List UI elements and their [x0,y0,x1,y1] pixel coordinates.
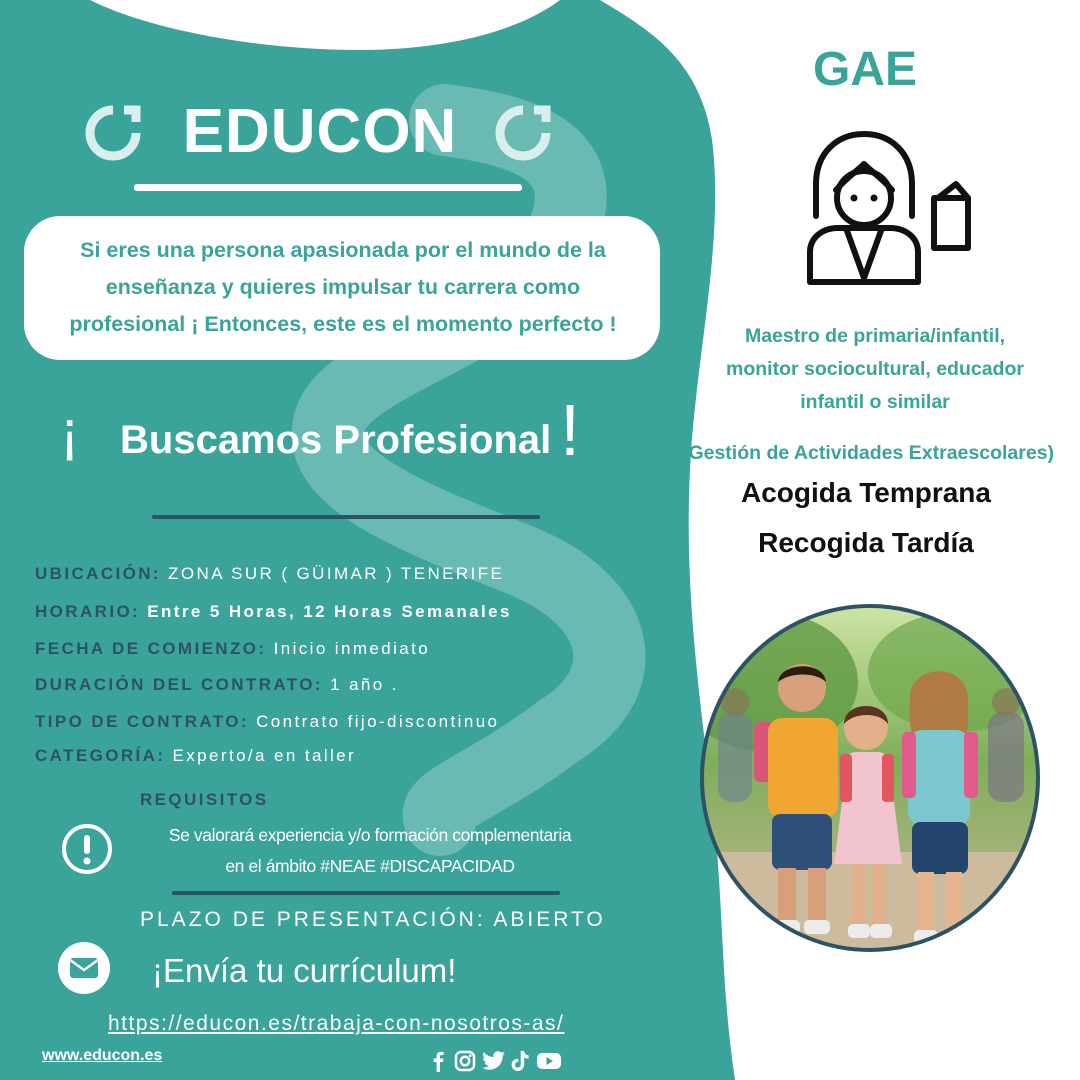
intro-text [40,232,646,343]
requirements-line: en el ámbito #NEAE #DISCAPACIDAD [225,856,515,876]
headline-divider [152,515,540,519]
detail-value: Entre 5 Horas, 12 Horas Semanales [147,602,512,621]
requirements-line: Se valorará experiencia y/o formación complementaria [168,825,572,845]
detail-categoria [35,746,356,766]
roles-line: monitor sociocultural, educador [726,358,1024,380]
facebook-icon[interactable] [428,1050,448,1072]
detail-key: DURACIÓN DEL CONTRATO: [35,675,323,694]
brand-divider [134,184,522,191]
twitter-icon[interactable] [482,1050,506,1072]
intro-line: profesional ¡ Entonces, este es el momento perfecto ! [69,312,617,336]
detail-tipo [35,712,499,732]
intro-line: enseñanza y quieres impulsar tu carrera como [105,275,581,299]
roles-line: Maestro de primaria/infantil, [744,325,1006,347]
detail-key: FECHA DE COMIENZO: [35,639,267,658]
instagram-icon[interactable] [454,1050,476,1072]
mail-icon[interactable] [57,941,111,995]
social-icons [428,1050,564,1074]
service-recogida: Recogida Tardía [758,527,974,558]
roles-text [690,320,1060,419]
detail-value: ZONA SUR ( GÜIMAR ) TENERIFE [168,564,505,583]
roles-line: infantil o similar [800,391,950,413]
tiktok-icon[interactable] [510,1050,530,1072]
intro-line: Si eres una persona apasionada por el mundo de la [80,238,606,262]
program-title: GAE [812,43,917,96]
detail-duracion [35,675,399,695]
children-photo [698,602,1042,954]
website-link[interactable]: www.educon.es [42,1047,163,1064]
headline: Buscamos Profesional [120,418,552,462]
detail-ubicacion [35,564,504,584]
youtube-icon[interactable] [536,1052,562,1070]
detail-value: 1 año . [330,675,399,694]
requirements-text [130,820,610,882]
detail-key: TIPO DE CONTRATO: [35,712,249,731]
detail-value: Contrato fijo-discontinuo [256,712,500,731]
requirements-title: REQUISITOS [140,790,269,809]
detail-key: CATEGORÍA: [35,746,166,765]
service-acogida: Acogida Temprana [741,477,991,508]
brand-ring-icon-left [84,104,142,162]
careers-link[interactable]: https://educon.es/trabaja-con-nosotros-as/ [108,1012,565,1035]
detail-key: UBICACIÓN: [35,564,161,583]
headline-open-mark: ¡ [60,399,80,464]
detail-horario [35,602,512,622]
requirements-divider [172,891,560,895]
send-cv-cta[interactable]: ¡Envía tu currículum! [152,952,457,989]
brand-ring-icon-right [494,104,552,162]
warning-icon [60,822,114,876]
brand-title: EDUCON [182,97,458,166]
detail-fecha [35,639,430,659]
program-full-name: (Gestión de Actividades Extraescolares) [681,442,1055,464]
deadline-text: PLAZO DE PRESENTACIÓN: ABIERTO [140,908,606,931]
detail-value: Inicio inmediato [273,639,431,658]
teacher-icon [802,128,978,288]
detail-key: HORARIO: [35,602,141,621]
detail-value: Experto/a en taller [172,746,357,765]
headline-close-mark: ! [560,391,581,471]
